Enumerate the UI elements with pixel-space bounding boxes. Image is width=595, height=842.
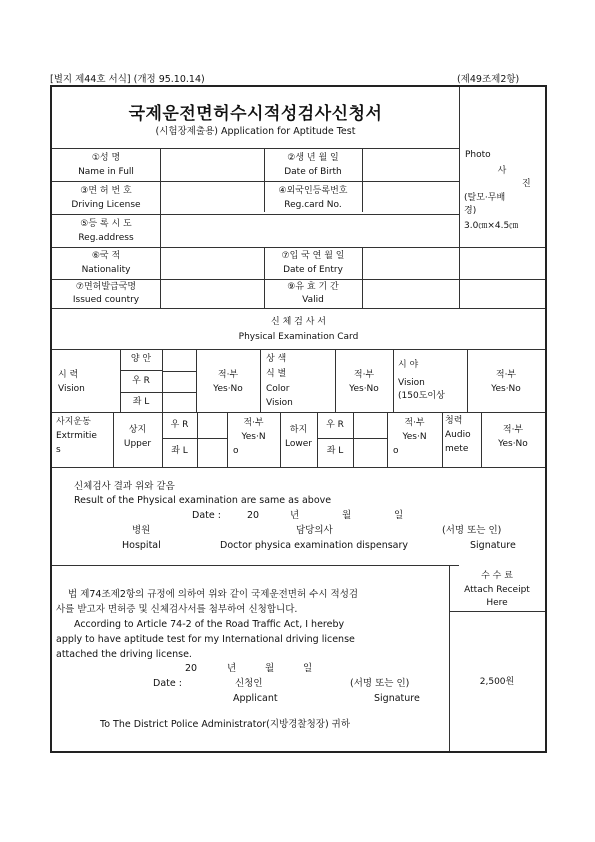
color-label-en2: Vision [266, 398, 293, 408]
application-form [50, 85, 547, 753]
valid-field[interactable] [363, 280, 458, 307]
regcard-field[interactable] [363, 182, 458, 213]
exam-title-ko: 신 체 검 사 서 [271, 317, 326, 327]
result-sign-en: Signature [470, 540, 516, 551]
lower-fit-en-2: o [393, 446, 399, 456]
issued-field[interactable] [161, 280, 263, 307]
address-field[interactable] [161, 215, 458, 246]
hearing-label-en2: mete [445, 444, 469, 454]
license-label-ko: ③면 허 번 호 [80, 186, 132, 196]
license-label-en: Driving License [71, 200, 141, 210]
entry-label-en: Date of Entry [283, 265, 343, 275]
lower-label-en: Lower [285, 439, 312, 449]
nationality-label-en: Nationality [81, 265, 131, 275]
application-date-label: Date : [153, 678, 182, 689]
hearing-fit-ko: 적·부 [502, 425, 524, 435]
field-label-en2: (150도이상 [398, 391, 445, 401]
article-reference: (제49조제2항) [457, 74, 520, 85]
photo-label: Photo [465, 150, 491, 160]
fee-label-en1: Attach Receipt [464, 585, 530, 595]
hospital-label-en: Hospital [122, 540, 161, 551]
dob-field[interactable] [363, 149, 458, 180]
address-label-ko: ⑤등 록 시 도 [80, 219, 132, 229]
color-label-en1: Color [266, 384, 290, 394]
valid-label-en: Valid [302, 295, 324, 305]
fee-label-ko: 수 수 료 [481, 571, 513, 581]
limb-label-en1: Extrmitie [56, 431, 97, 441]
application-year: 20 [185, 663, 198, 674]
application-year-unit: 년 [227, 663, 237, 674]
applicant-label-ko: 신청인 [235, 678, 263, 689]
result-sign-ko: (서명 또는 인) [442, 525, 502, 536]
hearing-label-ko: 청력 [445, 416, 463, 426]
form-subtitle: (시험장제출용) Application for Aptitude Test [155, 126, 356, 137]
color-label-ko1: 상 색 [266, 354, 287, 364]
license-field[interactable] [161, 182, 263, 213]
application-sign-en: Signature [374, 693, 420, 704]
regcard-label-ko: ④외국인등록번호 [278, 186, 348, 196]
nationality-field[interactable] [161, 248, 263, 278]
photo-label-ko-2: 진 [522, 179, 531, 189]
upper-label-en: Upper [123, 439, 152, 449]
hospital-label-ko: 병원 [132, 525, 151, 536]
application-text-en3: attached the driving license. [56, 649, 192, 660]
field-fit-ko: 적·부 [495, 370, 517, 380]
lower-right-label: 우 R [326, 420, 344, 430]
field-label-ko: 시 야 [398, 360, 419, 370]
vision-label-ko: 시 력 [58, 370, 79, 380]
application-sign-ko: (서명 또는 인) [350, 678, 410, 689]
result-year-unit: 년 [290, 510, 300, 521]
color-fit-ko: 적·부 [353, 370, 375, 380]
photo-note: (탈모·무배 [464, 193, 506, 203]
application-text-en2: apply to have aptitude test for my International driving license [56, 634, 355, 645]
address-label-en: Reg.address [78, 233, 134, 243]
vision-fit-en: Yes·No [213, 384, 243, 394]
lower-fit-en: Yes·N [402, 432, 427, 442]
photo-label-ko: 사 [497, 166, 507, 176]
limb-label-en2: s [56, 445, 61, 455]
fee-label-en2: Here [486, 598, 508, 608]
name-label-ko: ①성 명 [91, 153, 121, 163]
addressee: To The District Police Administrator(지방경찰청장) 귀하 [100, 719, 351, 730]
nationality-label-ko: ⑥국 적 [91, 251, 121, 261]
doctor-label-ko: 담당의사 [296, 525, 333, 536]
entry-label-ko: ⑦입 국 연 월 일 [281, 251, 345, 261]
photo-size: 3.0㎝×4.5㎝ [464, 221, 519, 231]
lower-left-label: 좌 L [326, 446, 344, 456]
color-fit-en: Yes·No [349, 384, 379, 394]
limb-label-ko: 사지운동 [56, 417, 91, 427]
result-day-unit: 일 [394, 510, 404, 521]
upper-right-label: 우 R [170, 420, 189, 430]
applicant-label-en: Applicant [233, 693, 278, 704]
upper-fit-en-2: o [233, 446, 239, 456]
regcard-label-en: Reg.card No. [284, 200, 342, 210]
field-label-en1: Vision [398, 378, 425, 388]
name-field[interactable] [161, 149, 263, 180]
upper-label-ko: 상지 [128, 425, 147, 435]
dob-label-ko: ②생 년 월 일 [287, 153, 339, 163]
left-eye-label: 좌 L [132, 397, 150, 407]
hearing-label-en1: Audio [445, 430, 471, 440]
result-text-ko: 신체검사 결과 위와 같음 [74, 481, 175, 492]
fee-amount: 2,500원 [479, 677, 515, 687]
doctor-label-en: Doctor physica examination dispensary [220, 540, 409, 551]
vision-label-en: Vision [58, 384, 85, 394]
upper-fit-en: Yes·N [241, 432, 266, 442]
issued-label-ko: ⑦면허발급국명 [75, 282, 137, 292]
result-month-unit: 월 [342, 510, 352, 521]
application-month-unit: 월 [265, 663, 275, 674]
application-day-unit: 일 [303, 663, 313, 674]
field-fit-en: Yes·No [491, 384, 521, 394]
exam-title-en: Physical Examination Card [238, 332, 359, 342]
form-title: 국제운전면허수시적성검사신청서 [128, 104, 383, 124]
lower-fit-ko: 적·부 [404, 418, 425, 428]
name-label-en: Name in Full [78, 167, 134, 177]
result-year: 20 [247, 510, 260, 521]
result-text-en: Result of the Physical examination are same as above [74, 495, 332, 506]
result-date-label: Date : [192, 510, 221, 521]
application-text-en1: According to Article 74-2 of the Road Traffic Act, I hereby [74, 619, 345, 630]
valid-label-ko: ⑨유 효 기 간 [287, 282, 339, 292]
vision-fit-ko: 적·부 [217, 370, 239, 380]
issued-label-en: Issued country [72, 295, 140, 305]
upper-fit-ko: 적·부 [243, 418, 264, 428]
hearing-fit-en: Yes·No [498, 439, 528, 449]
both-eyes-label: 양 안 [130, 354, 152, 364]
photo-note-2: 경) [464, 206, 477, 216]
application-text-ko2: 사를 받고자 면허증 및 신체검사서를 첨부하여 신청합니다. [56, 604, 298, 615]
form-number: [별지 제44호 서식] (개정 95.10.14) [50, 74, 205, 85]
dob-label-en: Date of Birth [284, 167, 342, 177]
lower-label-ko: 하지 [289, 425, 308, 435]
upper-left-label: 좌 L [171, 446, 188, 456]
application-text-ko1: 법 제74조제2항의 규정에 의하여 위와 같이 국제운전면허 수시 적성검 [68, 589, 359, 600]
color-label-ko2: 식 별 [266, 369, 287, 379]
entry-field[interactable] [363, 248, 458, 278]
right-eye-label: 우 R [132, 376, 150, 386]
